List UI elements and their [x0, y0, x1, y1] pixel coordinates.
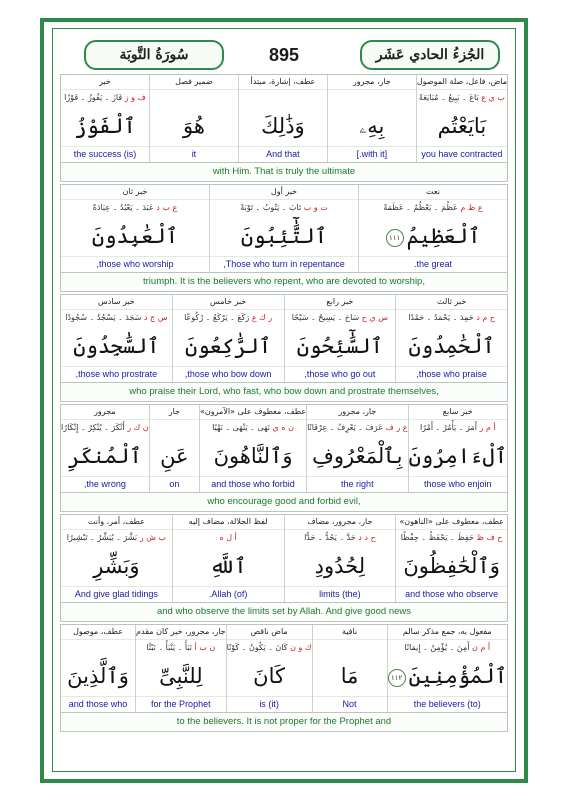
morphology-line	[396, 530, 507, 546]
grammar-label: جار، مجرور	[307, 405, 408, 420]
word-column	[61, 405, 149, 492]
morphology-line	[396, 310, 507, 326]
arabic-word-text: لِحُدُودِ	[314, 554, 366, 578]
grammar-label: جار	[150, 405, 199, 420]
verb-forms: كَانَ ۔ يَكُونُ ۔ كَوْنًا	[226, 643, 288, 652]
morphology-line	[173, 310, 284, 326]
word-column	[416, 75, 507, 162]
morphology-line	[61, 530, 172, 546]
ayah-number-marker: ١١٢	[388, 669, 406, 687]
root-letters: ح د د	[358, 533, 376, 542]
word-column	[312, 625, 387, 712]
arabic-word-text: ٱللَّهِ	[209, 554, 247, 578]
arabic-word-text: وَٱلْحَٰفِظُونَ	[403, 554, 500, 578]
verse-block	[60, 294, 508, 402]
word-analysis-content	[60, 74, 508, 734]
morphology-line	[307, 420, 408, 436]
grammar-label: ضمير فصل	[150, 75, 238, 90]
arabic-word	[417, 106, 507, 146]
word-grid	[61, 295, 507, 382]
verse-translation: triumph. It is the believers who repent, who are devoted to worship,	[61, 272, 507, 291]
arabic-word	[150, 106, 238, 146]
verse-translation: who praise their Lord, who fast, who bow down and prostrate themselves,	[61, 382, 507, 401]
word-column	[172, 295, 284, 382]
grammar-label: خبر خامس	[173, 295, 284, 310]
root-letters: ح ف ظ	[476, 533, 503, 542]
morphology-line	[150, 90, 238, 106]
verse-block	[60, 184, 508, 292]
root-letters: ن ك ر	[127, 423, 149, 432]
word-column	[238, 75, 327, 162]
arabic-word	[239, 106, 327, 146]
english-gloss: and those who forbid	[200, 476, 306, 492]
grammar-label: خبر ثالث	[396, 295, 507, 310]
english-gloss: those who praise,	[396, 366, 507, 382]
arabic-word-text: ٱلْءَامِرُونَ	[408, 444, 507, 468]
morphology-line	[200, 420, 306, 436]
root-letters: ر ك ع	[251, 313, 273, 322]
arabic-word-text: ٱلْحَٰمِدُونَ	[408, 334, 495, 358]
word-column	[61, 75, 149, 162]
grammar-label: جار، مجرور، خبر كان مقدم	[136, 625, 226, 640]
arabic-word-text: ٱلْمُؤْمِنِينَ	[408, 664, 507, 688]
verb-forms: بَاعَ ۔ يَبِيعُ ۔ مُبَايَعَةً	[418, 93, 479, 102]
grammar-label: خبر رابع	[285, 295, 396, 310]
morphology-line	[285, 530, 396, 546]
morphology-line	[210, 200, 358, 216]
arabic-word	[409, 436, 507, 476]
word-column	[61, 185, 209, 272]
verb-forms: سَجَدَ ۔ يَسْجُدُ ۔ سُجُودًا	[65, 313, 142, 322]
arabic-word-text: ٱلْفَوْزُ	[74, 114, 136, 138]
root-letters: ح م د	[476, 313, 496, 322]
arabic-word	[396, 326, 507, 366]
arabic-word	[61, 106, 149, 146]
word-grid	[61, 185, 507, 272]
verb-forms: تَابَ ۔ يَتُوبُ ۔ تَوْبَةً	[240, 203, 302, 212]
verb-forms: أَمَرَ ۔ يَأْمُرُ ۔ أَمْرًا	[419, 423, 477, 432]
grammar-label: عطف، موصول	[61, 625, 135, 640]
arabic-word	[150, 436, 199, 476]
verb-forms: بَشَّرَ ۔ يُبَشِّرُ ۔ تَبْشِيرًا	[66, 533, 138, 542]
word-column	[306, 405, 408, 492]
arabic-word	[285, 546, 396, 586]
morphology-line	[61, 90, 149, 106]
arabic-word-text: بِهِۦ	[359, 114, 385, 138]
root-letters: أ م ر	[479, 423, 496, 432]
ayah-number-marker: ١١١	[386, 229, 404, 247]
grammar-label: نعت	[359, 185, 507, 200]
arabic-word	[173, 326, 284, 366]
root-letters: س ج د	[143, 313, 168, 322]
english-gloss: (of) Allah.	[173, 586, 284, 602]
english-gloss: it	[150, 146, 238, 162]
word-grid	[61, 75, 507, 162]
verb-forms: أَمِنَ ۔ يُؤْمِنُ ۔ إِيمَانًا	[404, 643, 470, 652]
arabic-word	[210, 216, 358, 256]
arabic-word-text: كَانَ	[253, 664, 285, 688]
arabic-word-text: ٱلتَّٰٓئِبُونَ	[240, 224, 328, 248]
root-letters: ع ظ م	[460, 203, 483, 212]
english-gloss: and those who	[61, 696, 135, 712]
morphology-line	[61, 200, 209, 216]
english-gloss: those who go out,	[285, 366, 396, 382]
english-gloss: Those who turn in repentance,	[210, 256, 358, 272]
verse-translation: to the believers. It is not proper for the Prophet and	[61, 712, 507, 731]
arabic-word-text: ٱلسَّٰجِدُونَ	[73, 334, 160, 358]
arabic-word-text: هُوَ	[182, 114, 205, 138]
grammar-label: مجرور	[61, 405, 149, 420]
word-column	[395, 515, 507, 602]
arabic-word-text: مَا	[340, 664, 359, 688]
verb-forms: حَفِظَ ۔ يَحْفَظُ ۔ حِفْظًا	[400, 533, 474, 542]
english-gloss: the right	[307, 476, 408, 492]
juz-title: الجُزءُ الحادي عَشَر	[360, 40, 500, 70]
morphology-line	[136, 640, 226, 656]
grammar-label: خبر سابع	[409, 405, 507, 420]
grammar-label: جار، مجرور، مضاف	[285, 515, 396, 530]
arabic-word-text: لِلنَّبِىِّ	[159, 664, 203, 688]
word-column	[209, 185, 358, 272]
verb-forms: عَبَدَ ۔ يَعْبُدُ ۔ عِبَادَةً	[92, 203, 154, 212]
arabic-word	[227, 656, 312, 696]
word-column	[284, 295, 396, 382]
morphology-line	[409, 420, 507, 436]
arabic-word-text: وَٱلنَّاهُونَ	[213, 444, 293, 468]
verb-forms: حَدَّ ۔ يَحُدُّ ۔ حَدًّا	[304, 533, 356, 542]
grammar-label: عطف، إشارة، مبتدأ	[239, 75, 327, 90]
word-grid	[61, 515, 507, 602]
verse-block	[60, 74, 508, 182]
arabic-word	[61, 326, 172, 366]
root-letters: ع ر ف	[385, 423, 408, 432]
verb-forms: حَمِدَ ۔ يَحْمَدُ ۔ حَمْدًا	[408, 313, 474, 322]
root-letters: ب ش ر	[139, 533, 166, 542]
root-letters: أ ل ه	[219, 533, 237, 542]
verb-forms: فَازَ ۔ يَفُوزُ ۔ فَوْزًا	[64, 93, 123, 102]
verb-forms: رَكَعَ ۔ يَرْكَعُ ۔ رُكُوعًا	[184, 313, 250, 322]
root-letters: ع ب د	[156, 203, 178, 212]
morphology-line	[417, 90, 507, 106]
grammar-label: عطف، معطوف على «الناهون»	[396, 515, 507, 530]
word-column	[327, 75, 416, 162]
english-gloss: those who worship,	[61, 256, 209, 272]
arabic-word-text: بِٱلْمَعْرُوفِ	[312, 444, 403, 468]
root-letters: أ م ن	[472, 643, 491, 652]
grammar-label: ماض، فاعل، صلة الموصول	[417, 75, 507, 90]
word-column	[135, 625, 226, 712]
word-column	[61, 515, 172, 602]
morphology-line	[61, 640, 135, 656]
verse-translation: and who observe the limits set by Allah. And give good news	[61, 602, 507, 621]
verse-block	[60, 624, 508, 732]
morphology-line	[285, 310, 396, 326]
english-gloss: And that	[239, 146, 327, 162]
surah-title: سُورَةُ التَّوبَة	[84, 40, 224, 70]
arabic-word	[313, 656, 387, 696]
english-gloss: on	[150, 476, 199, 492]
word-grid	[61, 405, 507, 492]
arabic-word	[61, 216, 209, 256]
arabic-word-text: وَذَٰلِكَ	[261, 114, 305, 138]
english-gloss: Not	[313, 696, 387, 712]
morphology-line	[328, 90, 416, 106]
root-letters: ن ب أ	[194, 643, 216, 652]
grammar-label: عطف، أمر، وأنت	[61, 515, 172, 530]
english-gloss: those who prostrate,	[61, 366, 172, 382]
arabic-word	[359, 216, 507, 256]
verb-forms: عَرَفَ ۔ يَعْرِفُ ۔ عِرْفَانًا	[307, 423, 383, 432]
word-column	[387, 625, 507, 712]
morphology-line	[61, 310, 172, 326]
english-gloss: for the Prophet	[136, 696, 226, 712]
grammar-label: ماض ناقص	[227, 625, 312, 640]
arabic-word-text: ٱلرَّٰكِعُونَ	[185, 334, 272, 358]
english-gloss: (is) the success	[61, 146, 149, 162]
english-gloss: the great.	[359, 256, 507, 272]
word-column	[149, 75, 238, 162]
morphology-line	[239, 90, 327, 106]
arabic-word-text: وَبَشِّرِ	[93, 554, 140, 578]
word-column	[358, 185, 507, 272]
morphology-line	[227, 640, 312, 656]
arabic-word	[307, 436, 408, 476]
grammar-label: خبر أول	[210, 185, 358, 200]
word-column	[395, 295, 507, 382]
root-letters: ك و ن	[290, 643, 312, 652]
english-gloss: those who bow down,	[173, 366, 284, 382]
arabic-word-text: عَنِ	[160, 444, 189, 468]
verse-translation: who encourage good and forbid evil,	[61, 492, 507, 511]
page-number: 895	[268, 44, 300, 65]
verb-forms: نَبَأَ ۔ يَنْبَأُ ۔ نَبْئًا	[146, 643, 192, 652]
grammar-label: مفعول به، جمع مذكر سالم	[388, 625, 507, 640]
verse-block	[60, 514, 508, 622]
arabic-word	[61, 546, 172, 586]
arabic-word	[200, 436, 306, 476]
morphology-line	[313, 640, 387, 656]
grammar-label: عطف، معطوف على «الآمرون»	[200, 405, 306, 420]
arabic-word-text: ٱلسَّٰٓئِحُونَ	[296, 334, 383, 358]
english-gloss: (to) the believers	[388, 696, 507, 712]
word-column	[408, 405, 507, 492]
arabic-word	[396, 546, 507, 586]
arabic-word-text: وَٱلَّذِينَ	[67, 664, 129, 688]
english-gloss: those who enjoin	[409, 476, 507, 492]
grammar-label: جار، مجرور	[328, 75, 416, 90]
english-gloss: you have contracted	[417, 146, 507, 162]
verb-forms: نَهَى ۔ يَنْهَى ۔ نَهْيًا	[212, 423, 270, 432]
arabic-word-text: ٱلْعَٰبِدُونَ	[91, 224, 179, 248]
word-column	[61, 295, 172, 382]
root-letters: ن ه ي	[272, 423, 294, 432]
arabic-word	[173, 546, 284, 586]
verse-translation: with Him. That is truly the ultimate	[61, 162, 507, 181]
arabic-word	[61, 436, 149, 476]
morphology-line	[173, 530, 284, 546]
root-letters: ت و ب	[303, 203, 328, 212]
english-gloss: the wrong,	[61, 476, 149, 492]
english-gloss: And give glad tidings	[61, 586, 172, 602]
root-letters: ب ي ع	[481, 93, 505, 102]
word-column	[226, 625, 312, 712]
morphology-line	[150, 420, 199, 436]
morphology-line	[61, 420, 149, 436]
arabic-word	[388, 656, 507, 696]
root-letters: ف و ز	[124, 93, 146, 102]
morphology-line	[359, 200, 507, 216]
grammar-label: نافية	[313, 625, 387, 640]
grammar-label: خبر	[61, 75, 149, 90]
english-gloss: (it) is	[227, 696, 312, 712]
arabic-word-text: بَايَعْتُم	[437, 114, 487, 138]
grammar-label: لفظ الجلالة، مضاف إليه	[173, 515, 284, 530]
word-column	[284, 515, 396, 602]
arabic-word	[285, 326, 396, 366]
verb-forms: سَاحَ ۔ يَسِيحُ ۔ سَيْحًا	[291, 313, 360, 322]
word-column	[199, 405, 306, 492]
word-column	[149, 405, 199, 492]
verb-forms: أَنْكَرَ ۔ يُنْكِرُ ۔ إِنْكَارًا	[61, 423, 125, 432]
word-column	[61, 625, 135, 712]
morphology-line	[388, 640, 507, 656]
verse-block	[60, 404, 508, 512]
arabic-word	[61, 656, 135, 696]
page-header	[56, 40, 512, 72]
english-gloss: [with it.]	[328, 146, 416, 162]
arabic-word	[328, 106, 416, 146]
word-column	[172, 515, 284, 602]
grammar-label: خبر ثان	[61, 185, 209, 200]
verb-forms: عَظُمَ ۔ يَعْظُمُ ۔ عَظَمَةً	[383, 203, 458, 212]
arabic-word-text: ٱلْمُنكَرِ	[67, 444, 142, 468]
grammar-label: خبر سادس	[61, 295, 172, 310]
english-gloss: (the) limits	[285, 586, 396, 602]
root-letters: س ي ح	[361, 313, 389, 322]
arabic-word	[136, 656, 226, 696]
arabic-word-text: ٱلْعَظِيمُ	[406, 224, 481, 248]
english-gloss: and those who observe	[396, 586, 507, 602]
word-grid	[61, 625, 507, 712]
